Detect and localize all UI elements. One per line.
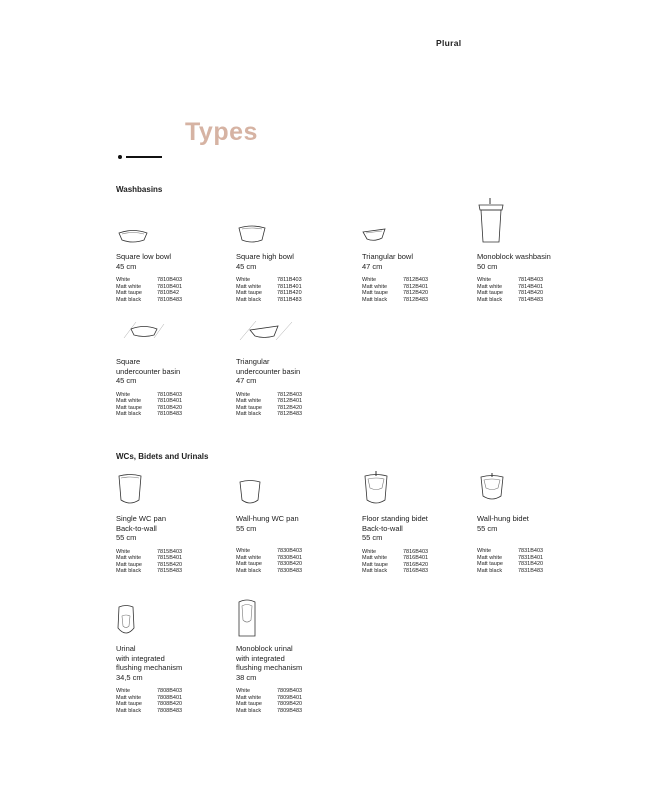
product-name: Wall-hung WC pan 55 cm [236, 514, 299, 533]
product-codes: White 7811B403 Matt white 7811B401 Matt taupe 7811B420 Matt black 7811B483 [236, 277, 302, 303]
product-square-undercounter-basin [116, 357, 236, 418]
wall-hung-bidet-icon [477, 472, 507, 504]
urinal-icon [114, 604, 138, 638]
product-wall-hung-bidet [477, 514, 597, 574]
square-high-bowl-icon [236, 222, 268, 246]
monoblock-urinal-icon [236, 598, 258, 640]
brand-name: Plural [436, 38, 462, 48]
floor-standing-bidet-icon [361, 470, 391, 508]
product-name: Single WC pan Back-to-wall 55 cm [116, 514, 167, 542]
triangular-bowl-icon [361, 225, 389, 245]
product-name: Wall-hung bidet 55 cm [477, 514, 529, 533]
product-urinal [116, 644, 236, 714]
monoblock-washbasin-icon [476, 196, 506, 246]
product-name: Monoblock urinal with integrated flushing mechanism 38 cm [236, 644, 303, 682]
single-wc-pan-icon [115, 472, 145, 508]
product-name: Monoblock washbasin 50 cm [477, 252, 551, 271]
product-codes: White 7816B403 Matt white 7816B401 Matt taupe 7816B420 Matt black 7816B483 [362, 548, 429, 575]
product-square-high-bowl [236, 252, 356, 303]
wall-hung-wc-pan-icon [236, 478, 264, 508]
product-monoblock-washbasin [477, 252, 597, 303]
product-codes: White 7810B403 Matt white 7810B401 Matt taupe 7810B420 Matt black 7810B483 [116, 391, 183, 418]
product-codes: White 7812B403 Matt white 7812B401 Matt taupe 7812B420 Matt black 7812B483 [236, 391, 303, 418]
title-bullet [118, 155, 122, 159]
square-undercounter-basin-icon [122, 318, 166, 342]
product-name: Square high bowl 45 cm [236, 252, 294, 271]
product-codes: White 7814B403 Matt white 7814B401 Matt taupe 7814B420 Matt black 7814B483 [477, 277, 544, 303]
product-wall-hung-wc-pan [236, 514, 356, 574]
product-codes: White 7808B403 Matt white 7808B401 Matt taupe 7808B420 Matt black 7808B483 [116, 688, 183, 714]
product-name: Square low bowl 45 cm [116, 252, 172, 271]
product-monoblock-urinal [236, 644, 356, 714]
section-title-wcs: WCs, Bidets and Urinals [116, 452, 209, 461]
product-name: Floor standing bidet Back-to-wall 55 cm [362, 514, 428, 542]
product-codes: White 7809B403 Matt white 7809B401 Matt taupe 7809B420 Matt black 7809B483 [236, 688, 303, 714]
square-low-bowl-icon [116, 224, 150, 246]
product-codes: White 7831B403 Matt white 7831B401 Matt taupe 7831B420 Matt black 7831B483 [477, 548, 544, 574]
product-codes: White 7810B403 Matt white 7810B401 Matt taupe 7810B42 Matt black 7810B483 [116, 277, 183, 303]
product-name: Triangular undercounter basin 47 cm [236, 357, 301, 385]
triangular-undercounter-basin-icon [238, 318, 294, 344]
section-title-washbasins: Washbasins [116, 185, 163, 194]
product-codes: White 7830B403 Matt white 7830B401 Matt taupe 7830B420 Matt black 7830B483 [236, 548, 303, 574]
product-triangular-bowl [362, 252, 482, 303]
product-name: Square undercounter basin 45 cm [116, 357, 181, 385]
product-name: Urinal with integrated flushing mechanism 34,5 cm [116, 644, 183, 682]
page-title: Types [185, 118, 258, 146]
product-codes: White 7815B403 Matt white 7815B401 Matt taupe 7815B420 Matt black 7815B483 [116, 548, 183, 575]
product-floor-standing-bidet [362, 514, 482, 575]
product-triangular-undercounter-basin [236, 357, 356, 418]
product-name: Triangular bowl 47 cm [362, 252, 413, 271]
product-codes: White 7812B403 Matt white 7812B401 Matt taupe 7812B420 Matt black 7812B483 [362, 277, 429, 303]
title-rule [126, 156, 162, 158]
product-single-wc-pan [116, 514, 236, 575]
product-square-low-bowl [116, 252, 236, 303]
